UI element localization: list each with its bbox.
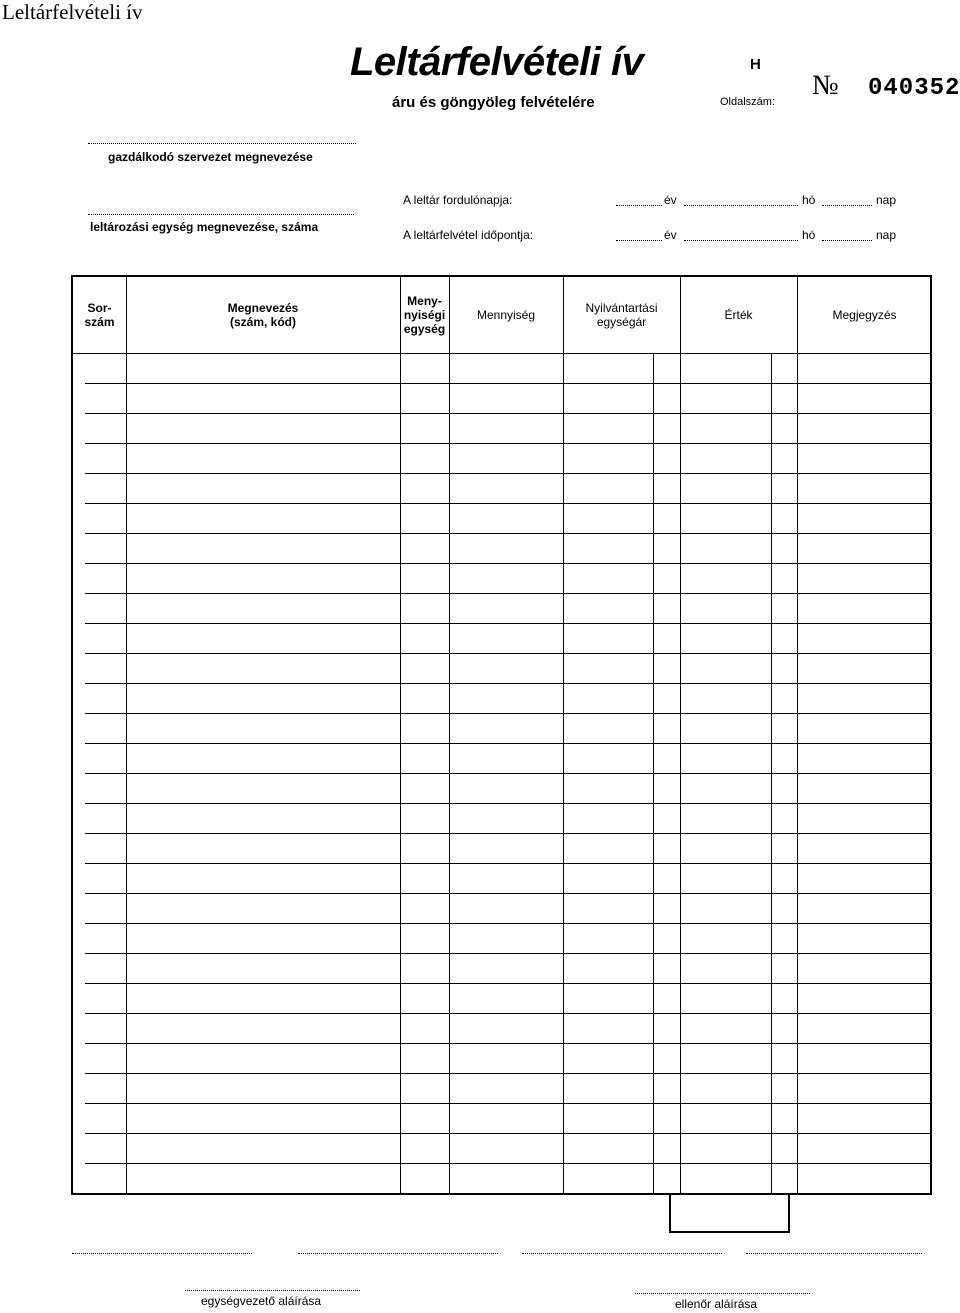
table-row-divider	[85, 1103, 930, 1104]
survey-day-field[interactable]	[822, 240, 872, 241]
survey-year-label: év	[664, 228, 677, 242]
table-row-divider	[85, 593, 930, 594]
signature-line[interactable]	[522, 1253, 722, 1254]
page-number-label: Oldalszám:	[720, 96, 776, 108]
header-mennyisegi-egyseg: Meny- nyiségi egység	[403, 294, 446, 336]
header-megnevezes: Megnevezés (szám, kód)	[227, 301, 299, 329]
table-row-divider	[85, 953, 930, 954]
column-divider	[563, 277, 564, 1193]
unit-name-field[interactable]	[88, 214, 354, 215]
inventory-table	[71, 275, 932, 1195]
table-row-divider	[85, 503, 930, 504]
table-row-divider	[85, 1043, 930, 1044]
table-row-divider	[85, 833, 930, 834]
table-row-divider	[85, 683, 930, 684]
header-sorszam: Sor- szám	[84, 301, 115, 329]
column-divider	[126, 277, 127, 1193]
header-divider	[73, 353, 930, 354]
table-row-divider	[85, 413, 930, 414]
table-row-divider	[85, 563, 930, 564]
turning-year-field[interactable]	[616, 205, 662, 206]
table-row-divider	[85, 533, 930, 534]
table-row-divider	[85, 383, 930, 384]
sum-value-box[interactable]	[669, 1193, 790, 1233]
header-mennyiseg: Mennyiség	[476, 308, 536, 322]
survey-month-label: hó	[802, 228, 816, 242]
column-divider	[680, 277, 681, 1193]
unit-leader-signature-field[interactable]	[185, 1290, 360, 1291]
org-name-field[interactable]	[88, 143, 356, 144]
signature-line[interactable]	[72, 1253, 252, 1254]
form-title: Leltárfelvételi ív	[350, 40, 644, 84]
turning-month-label: hó	[802, 193, 816, 207]
table-row-divider	[85, 1133, 930, 1134]
survey-month-field[interactable]	[684, 240, 798, 241]
controller-signature-caption: ellenőr aláírása	[675, 1297, 758, 1311]
unit-name-caption: leltározási egység megnevezése, száma	[90, 220, 319, 234]
table-row-divider	[85, 803, 930, 804]
turning-date-label: A leltár fordulónapja:	[403, 193, 513, 207]
survey-day-label: nap	[876, 228, 897, 242]
table-row-divider	[85, 473, 930, 474]
turning-day-field[interactable]	[822, 205, 872, 206]
serial-number: 040352	[868, 75, 960, 102]
table-row-divider	[85, 863, 930, 864]
table-row-divider	[85, 983, 930, 984]
table-row-divider	[85, 443, 930, 444]
column-divider	[400, 277, 401, 1193]
table-row-divider	[85, 623, 930, 624]
table-row-divider	[85, 1163, 930, 1164]
series-letter: H	[750, 56, 761, 73]
form-subtitle: áru és göngyöleg felvételére	[392, 94, 595, 111]
signature-line[interactable]	[746, 1253, 922, 1254]
header-megjegyzes: Megjegyzés	[832, 308, 897, 322]
controller-signature-field[interactable]	[635, 1293, 810, 1294]
table-row-divider	[85, 923, 930, 924]
column-divider	[797, 277, 798, 1193]
turning-day-label: nap	[876, 193, 897, 207]
turning-year-label: év	[664, 193, 677, 207]
signature-line[interactable]	[298, 1253, 498, 1254]
table-row-divider	[85, 653, 930, 654]
header-ertek: Érték	[724, 308, 753, 322]
survey-date-label: A leltárfelvétel időpontja:	[403, 228, 534, 242]
table-row-divider	[85, 1013, 930, 1014]
page-label: Leltárfelvételi ív	[2, 0, 143, 24]
table-row-divider	[85, 893, 930, 894]
turning-month-field[interactable]	[684, 205, 798, 206]
numero-sign: №	[812, 70, 839, 101]
org-name-caption: gazdálkodó szervezet megnevezése	[108, 150, 313, 164]
column-divider	[449, 277, 450, 1193]
table-row-divider	[85, 743, 930, 744]
table-row-divider	[85, 713, 930, 714]
unit-leader-signature-caption: egységvezető aláírása	[201, 1294, 322, 1308]
table-row-divider	[85, 1073, 930, 1074]
survey-year-field[interactable]	[616, 240, 662, 241]
header-egysegar: Nyilvántartási egységár	[585, 301, 658, 329]
table-row-divider	[85, 773, 930, 774]
